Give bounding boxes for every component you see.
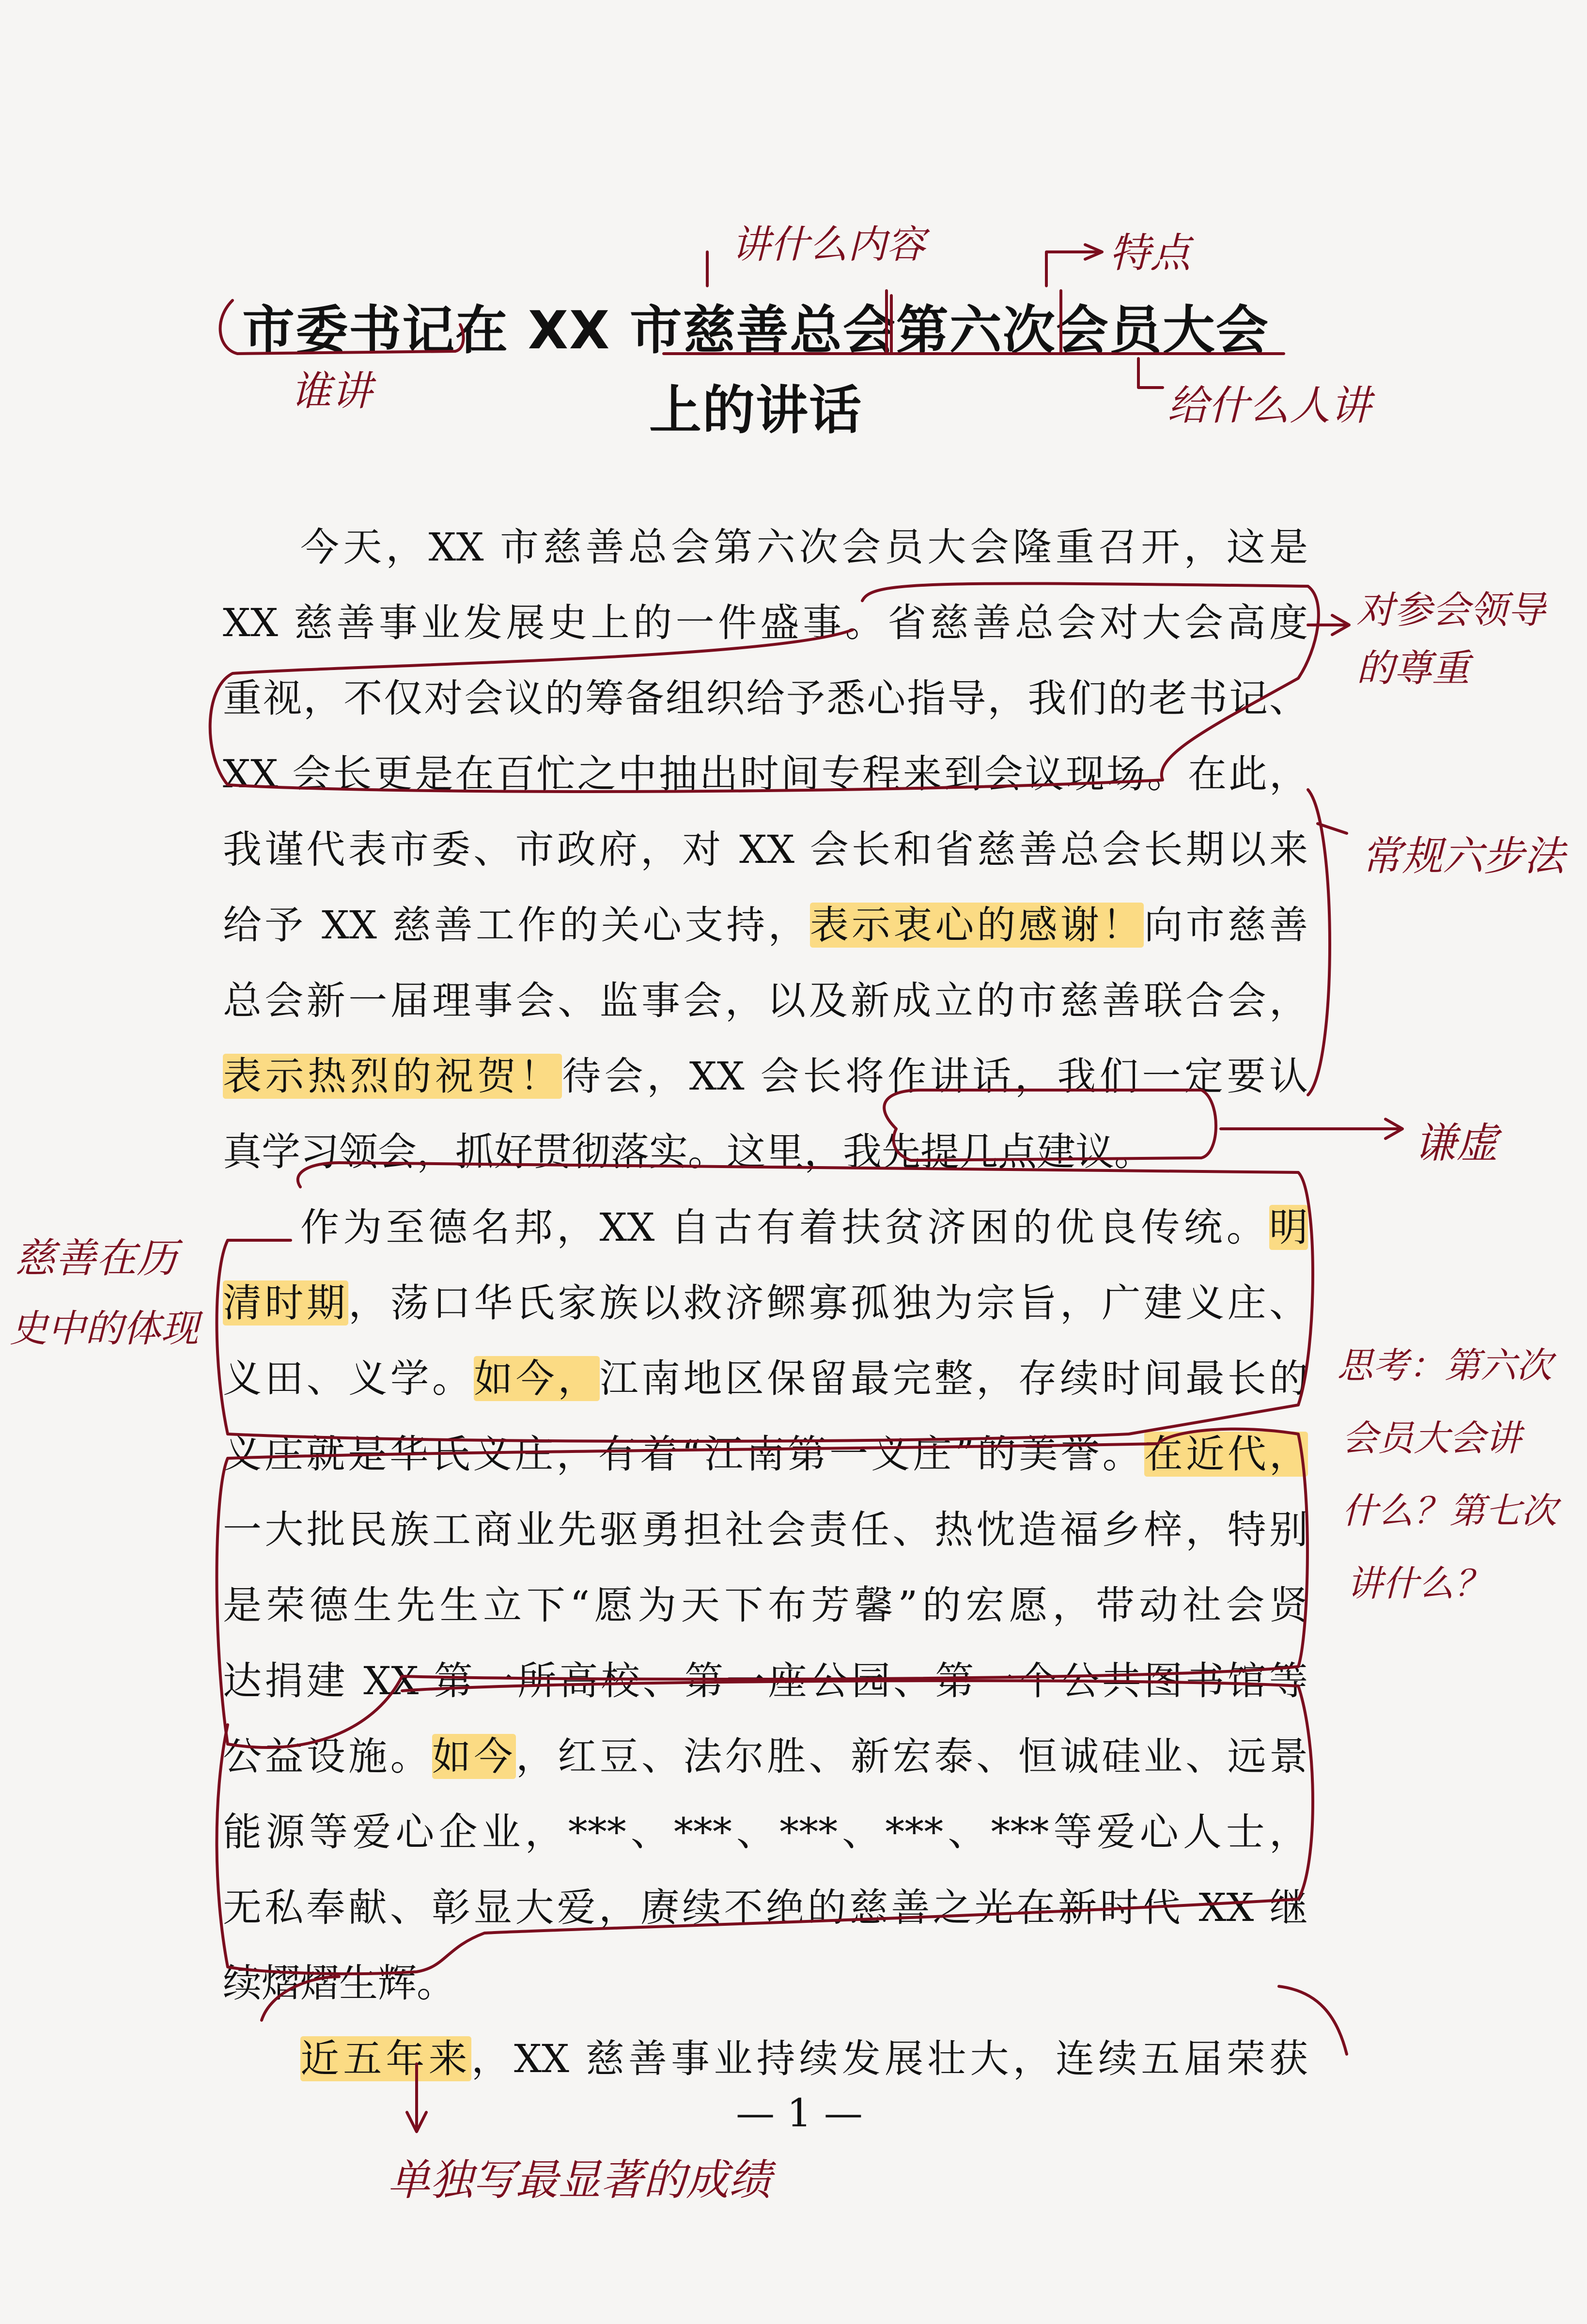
body-line [223,1274,1308,1332]
note-humble: 谦虚 [1415,1119,1498,1168]
ink-arrow-thanks [1308,615,1349,635]
body-text: 向市慈善 [1144,903,1308,948]
body-text: 无私奉献、彰显大爱，赓续不绝的慈善之光在新时代 XX 继 [223,1885,1308,1930]
note-think-1: 思考：第六次 [1337,1345,1552,1387]
note-bottom: 单独写最显著的成绩 [388,2155,772,2205]
highlighted-text: 清时期 [223,1280,349,1326]
note-think-2: 会员大会讲 [1342,1418,1521,1459]
body-line [223,745,1308,803]
note-history-2: 史中的体现 [10,1307,199,1351]
body-text: 我谨代表市委、市政府，对 XX 会长和省慈善总会长期以来 [223,827,1308,872]
body-line [223,1047,1308,1106]
body-line [223,594,1308,652]
body-line [223,1425,1308,1483]
note-routine: 常规六步法 [1361,832,1565,880]
highlighted-text: 表示热烈的祝贺！ [223,1054,562,1099]
ink-title-arrow-feature [1046,245,1102,286]
body-text: 今天，XX 市慈善总会第六次会员大会隆重召开，这是 [300,525,1308,570]
body-text: 真学习领会，抓好贯彻落实。这里，我先提几点建议。 [223,1129,1153,1174]
note-content: 讲什么内容 [731,222,925,267]
body-text: 义庄就是华氏义庄，有着“江南第一义庄”的美誉。 [223,1432,1144,1477]
body-text: 能源等爱心企业，***、***、***、***、***等爱心人士， [223,1809,1308,1855]
highlighted-text: 表示衷心的感谢！ [809,903,1144,948]
highlighted-text: 明 [1269,1205,1308,1250]
body-line [223,896,1308,954]
body-text: XX 慈善事业发展史上的一件盛事。省慈善总会对大会高度 [223,600,1308,645]
body-line [223,670,1308,728]
body-text: ，红豆、法尔胜、新宏泰、恒诚硅业、远景 [515,1734,1308,1779]
highlighted-text: 在近代， [1144,1432,1308,1477]
highlighted-text: 如今， [474,1356,600,1401]
note-who: 谁讲 [291,367,373,415]
note-think-3: 什么？第七次 [1342,1490,1557,1532]
note-history-1: 慈善在历 [15,1234,178,1282]
body-text: XX 会长更是在百忙之中抽出时间专程来到会议现场。在此， [223,751,1308,796]
body-text: 作为至德名邦，XX 自古有着扶贫济困的优良传统。 [300,1205,1269,1250]
highlighted-text: 近五年来 [300,2036,471,2081]
body-line [223,1879,1308,1937]
body-line [223,1576,1308,1635]
body-text: 待会，XX 会长将作讲话，我们一定要认 [562,1054,1308,1099]
body-text: 重视，不仅对会议的筹备组织给予悉心指导，我们的老书记、 [223,676,1308,721]
note-think-4: 讲什么？ [1347,1563,1490,1605]
body-text: 是荣德生先生立下“愿为天下布芳馨”的宏愿，带动社会贤 [223,1583,1308,1628]
body-text: 义田、义学。 [223,1356,474,1401]
note-feature: 特点 [1109,229,1191,277]
body-line [223,1728,1308,1786]
body-line [223,1123,1308,1181]
body-line [223,821,1308,879]
body-text: 江南地区保留最完整，存续时间最长的 [599,1356,1308,1401]
body-line [300,2030,1308,2088]
body-text: 达捐建 XX 第一所高校、第一座公园、第一个公共图书馆等 [223,1658,1308,1703]
speech-title-line-1: 市委书记在 XX 市慈善总会第六次会员大会 [242,300,1269,361]
body-line [300,1199,1308,1257]
body-text: ，荡口华氏家族以救济鳏寡孤独为宗旨，广建义庄、 [348,1280,1308,1326]
body-text: 续熠熠生辉。 [223,1961,455,2006]
body-text: 公益设施。 [223,1734,432,1779]
body-line [223,1501,1308,1559]
body-line [223,1954,1308,2012]
body-text: 一大批民族工商业先驱勇担社会责任、热忱造福乡梓，特别 [223,1507,1308,1552]
body-line [300,518,1308,577]
note-audience: 给什么人讲 [1167,382,1371,429]
ink-bracket-routine [1308,790,1347,1095]
body-text: 给予 XX 慈善工作的关心支持， [223,903,810,948]
speech-title-line-2: 上的讲话 [649,380,862,441]
body-text: ，XX 慈善事业持续发展壮大，连续五届荣获 [471,2036,1308,2081]
body-line [223,972,1308,1030]
highlighted-text: 如今 [432,1734,516,1779]
body-line [223,1350,1308,1408]
note-thanks: 对参会领导的尊重 [1356,589,1546,690]
body-line [223,1652,1308,1710]
body-text: 总会新一届理事会、监事会，以及新成立的市慈善联合会， [223,978,1308,1023]
page-number: — 1 — [736,2090,863,2136]
body-line [223,1803,1308,1861]
